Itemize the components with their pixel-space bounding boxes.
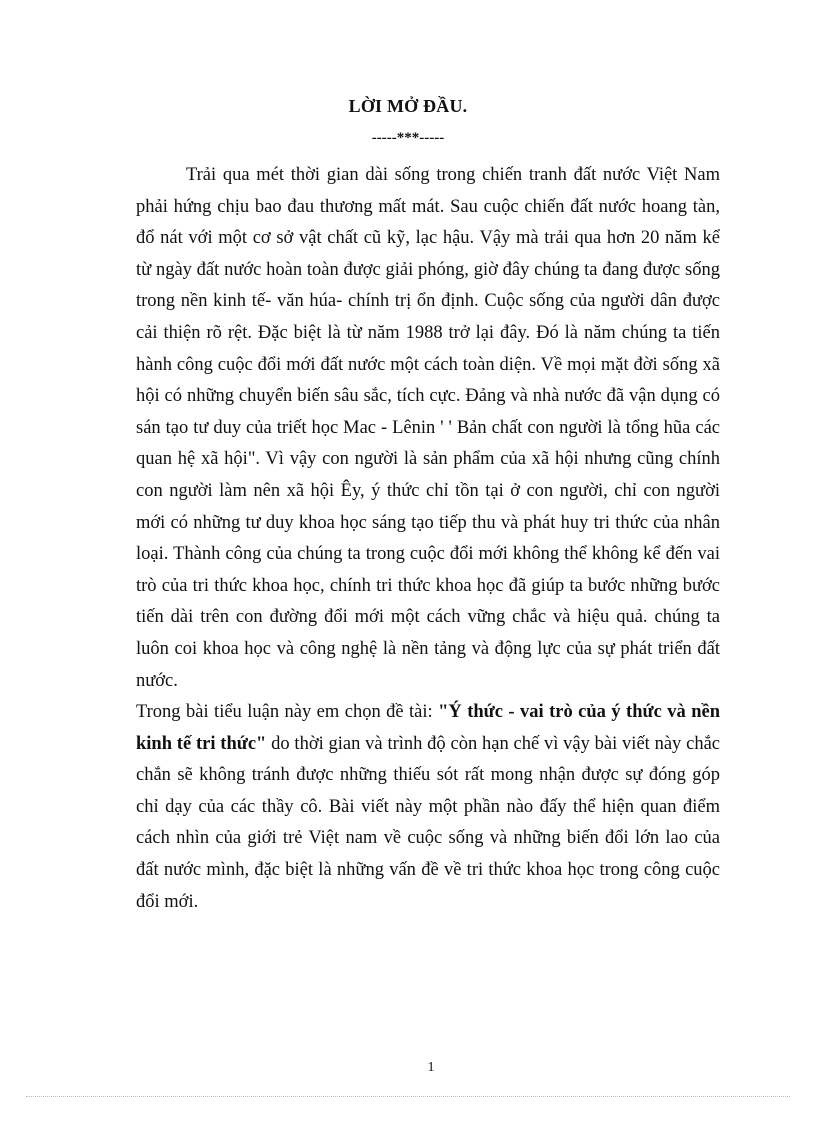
paragraph-2 [136, 697, 720, 918]
essay-topic: "Ý thức - vai trò của ý thức và nền kinh tế tri thức" [136, 702, 720, 754]
page-bottom-divider [26, 1096, 790, 1097]
page-number: 1 [427, 1060, 435, 1075]
title-separator: -----***----- [371, 130, 445, 146]
document-title: LỜI MỞ ĐẦU. [348, 96, 468, 116]
paragraph-1: Trải qua mét thời gian dài sống trong chiến tranh đất nước Việt Nam phải hứng chịu bao đau thương mất mát. Sau cuộc chiến đất nước hoang tàn, đổ nát với một cơ sở vật chất cũ kỹ, lạc hậu. Vậy mà trải qua hơn 20 năm kể từ ngày đất nước hoàn toàn được giải phóng, giờ đây chúng ta đang được sống trong nền kinh tế- văn húa- chính trị ổn định. Cuộc sống của người dân được cải thiện rõ rệt. Đặc biệt là từ năm 1988 trở lại đây. Đó là năm chúng ta tiến hành công cuộc đổi mới đất nước một cách toàn diện. Về mọi mặt đời sống xã hội có những chuyển biến sâu sắc, tích cực. Đảng và nhà nước đã vận dụng có sán tạo tư duy của triết học Mac - Lênin ' ' Bản chất con người là tổng hũa các quan hệ xã hội". Vì vậy con người là sản phẩm của xã hội nhưng cũng chính con người làm nên xã hội Êy, ý thức chỉ tồn tại ở con người, chỉ con người mới có những tư duy khoa học sáng tạo tiếp thu và phát huy tri thức của nhân loại. Thành công của chúng ta trong cuộc đổi mới không thể không kể đến vai trò của tri thức khoa học, chính tri thức khoa học đã giúp ta bước những bước tiến dài trên con đường đổi mới một cách vững chắc và hiệu quả. chúng ta luôn coi khoa học và công nghệ là nền tảng và động lực của sự phát triển đất nước. [136, 165, 720, 691]
body-text [136, 160, 720, 918]
paragraph-2-rest: do thời gian và trình độ còn hạn chế vì vậy bài viết này chắc chắn sẽ không tránh được những thiếu sót rất mong nhận được sự đóng góp chỉ dạy của các thầy cô. Bài viết này một phần nào đấy thể hiện quan điểm cách nhìn của giới trẻ Việt nam về cuộc sống và những biến đổi lớn lao của đất nước mình, đặc biệt là những vấn đề về tri thức khoa học trong công cuộc đổi mới. [136, 733, 720, 912]
paragraph-2-intro: Trong bài tiểu luận này em chọn đề tài: [136, 702, 439, 723]
